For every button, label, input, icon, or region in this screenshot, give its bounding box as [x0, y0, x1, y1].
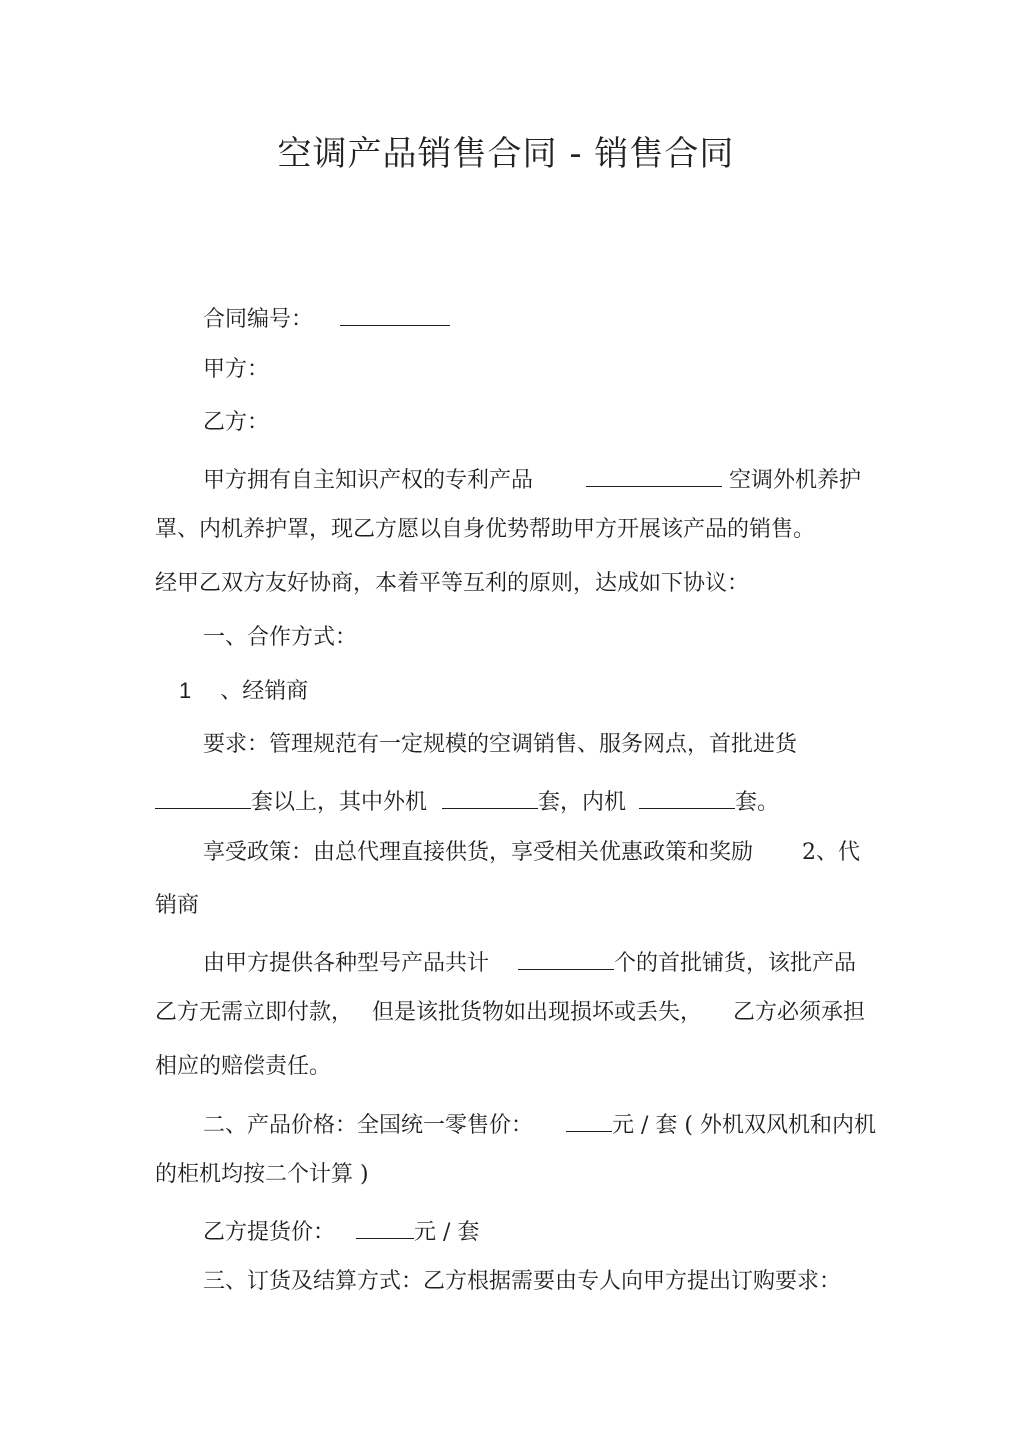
requirement-line-2: [155, 784, 779, 818]
item-1-label: 、经销商: [220, 679, 309, 704]
retail-price-blank: [566, 1107, 612, 1132]
agent-text-2b: 但是该批货物如出现损坏或丢失，: [372, 1000, 703, 1025]
agent-line-1: [203, 945, 856, 979]
section-1-heading: 一、合作方式：: [203, 625, 358, 650]
indoor-unit-blank: [639, 784, 735, 809]
policy-line-2: 销商: [155, 893, 200, 918]
policy-text: 享受政策：由总代理直接供货，享受相关优惠政策和奖励: [203, 840, 754, 865]
contract-number-line: [203, 301, 450, 335]
agent-line-3: 相应的赔偿责任。: [155, 1054, 332, 1079]
pickup-price-line: [203, 1214, 479, 1248]
agent-text-1a: 由甲方提供各种型号产品共计: [203, 951, 490, 976]
page-title: 空调产品销售合同 - 销售合同: [277, 134, 735, 174]
requirement-text-2a: 套以上，其中外机: [251, 790, 428, 815]
initial-order-blank: [155, 784, 251, 809]
agent-text-2a: 乙方无需立即付款，: [155, 1000, 354, 1025]
pickup-price-unit: 元 / 套: [414, 1220, 480, 1245]
requirement-line-1: 要求：管理规范有一定规模的空调销售、服务网点，首批进货: [203, 732, 798, 757]
item-1-number: 1: [179, 678, 192, 703]
intro-text-1a: 甲方拥有自主知识产权的专利产品: [203, 468, 534, 493]
item-2-start: 2、代: [802, 840, 861, 865]
requirement-text-2c: 套。: [735, 790, 780, 815]
section-2-line-1: [203, 1107, 876, 1141]
party-b-line: [203, 408, 269, 438]
patent-product-blank: [586, 462, 722, 487]
intro-line-1: [203, 462, 861, 496]
contract-number-blank: [340, 301, 450, 326]
requirement-text-2b: 套，内机: [538, 790, 627, 815]
agent-line-2: [155, 998, 865, 1028]
pickup-price-label: 乙方提货价：: [203, 1220, 336, 1245]
policy-line-1: [203, 838, 860, 868]
agent-text-2c: 乙方必须承担: [733, 1000, 866, 1025]
outdoor-unit-blank: [442, 784, 538, 809]
party-a-line: [203, 355, 269, 385]
party-a-label: 甲方：: [203, 357, 270, 382]
section-3-line-1: 三、订货及结算方式：乙方根据需要由专人向甲方提出订购要求：: [203, 1269, 842, 1294]
intro-line-2: 罩、内机养护罩，现乙方愿以自身优势帮助甲方开展该产品的销售。: [155, 517, 816, 542]
agent-text-1b: 个的首批铺货，该批产品: [614, 951, 857, 976]
section-2-line-2: 的柜机均按二个计算 ): [155, 1162, 369, 1187]
agent-quantity-blank: [518, 945, 614, 970]
party-b-label: 乙方：: [203, 410, 270, 435]
retail-price-label: 二、产品价格：全国统一零售价：: [203, 1113, 534, 1138]
section-1-item-1: [179, 676, 308, 707]
retail-price-unit: 元 / 套 ( 外机双风机和内机: [612, 1113, 876, 1138]
contract-number-label: 合同编号：: [203, 307, 314, 332]
intro-text-1b: 空调外机养护: [729, 468, 862, 493]
intro-line-3: 经甲乙双方友好协商，本着平等互利的原则，达成如下协议：: [155, 571, 750, 596]
pickup-price-blank: [356, 1214, 414, 1239]
